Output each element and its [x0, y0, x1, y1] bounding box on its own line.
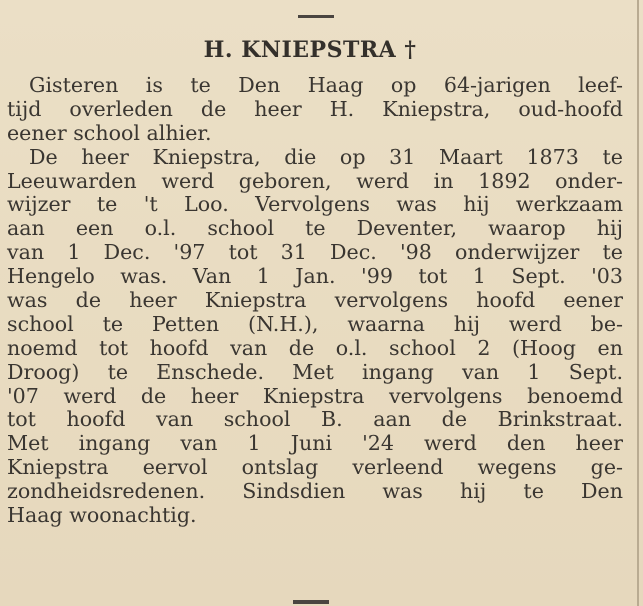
article-line: Kniepstra eervol ontslag verleend wegens ge-	[7, 455, 623, 480]
article-line: tot hoofd van school B. aan de Brinkstraat.	[7, 407, 623, 432]
article-line: school te Petten (N.H.), waarna hij werd be-	[7, 311, 623, 336]
top-divider-rule	[298, 15, 334, 18]
article-line: Hengelo was. Van 1 Jan. '99 tot 1 Sept. '03	[7, 264, 623, 289]
column-edge-line	[637, 0, 639, 606]
article-line: eener school alhier.	[7, 120, 212, 145]
article-line: van 1 Dec. '97 tot 31 Dec. '98 onderwijzer te	[7, 240, 623, 265]
article-line: Met ingang van 1 Juni '24 werd den heer	[7, 431, 623, 456]
article-line: wijzer te 't Loo. Vervolgens was hij werkzaam	[7, 192, 623, 217]
article-line: Gisteren is te Den Haag op 64-jarigen leef-	[29, 73, 623, 97]
article-line: '07 werd de heer Kniepstra vervolgens benoemd	[7, 383, 623, 408]
article-line: noemd tot hoofd van de o.l. school 2 (Hoog en	[7, 335, 623, 360]
article-line: was de heer Kniepstra vervolgens hoofd eener	[7, 288, 623, 313]
article-line: Droog) te Enschede. Met ingang van 1 Sept.	[7, 359, 623, 384]
article-line: Leeuwarden werd geboren, werd in 1892 onder-	[7, 168, 623, 193]
article-line: De heer Kniepstra, die op 31 Maart 1873 te	[29, 144, 623, 169]
article-headline: H. KNIEPSTRA †	[203, 37, 417, 63]
article-line: Haag woonachtig.	[7, 503, 197, 528]
article-line: tijd overleden de heer H. Kniepstra, oud-hoofd	[7, 96, 623, 121]
article-line: zondheidsredenen. Sindsdien was hij te Den	[7, 479, 623, 504]
bottom-divider-rule	[293, 600, 329, 604]
article-body	[7, 74, 623, 528]
article-line: aan een o.l. school te Deventer, waarop hij	[7, 216, 623, 241]
